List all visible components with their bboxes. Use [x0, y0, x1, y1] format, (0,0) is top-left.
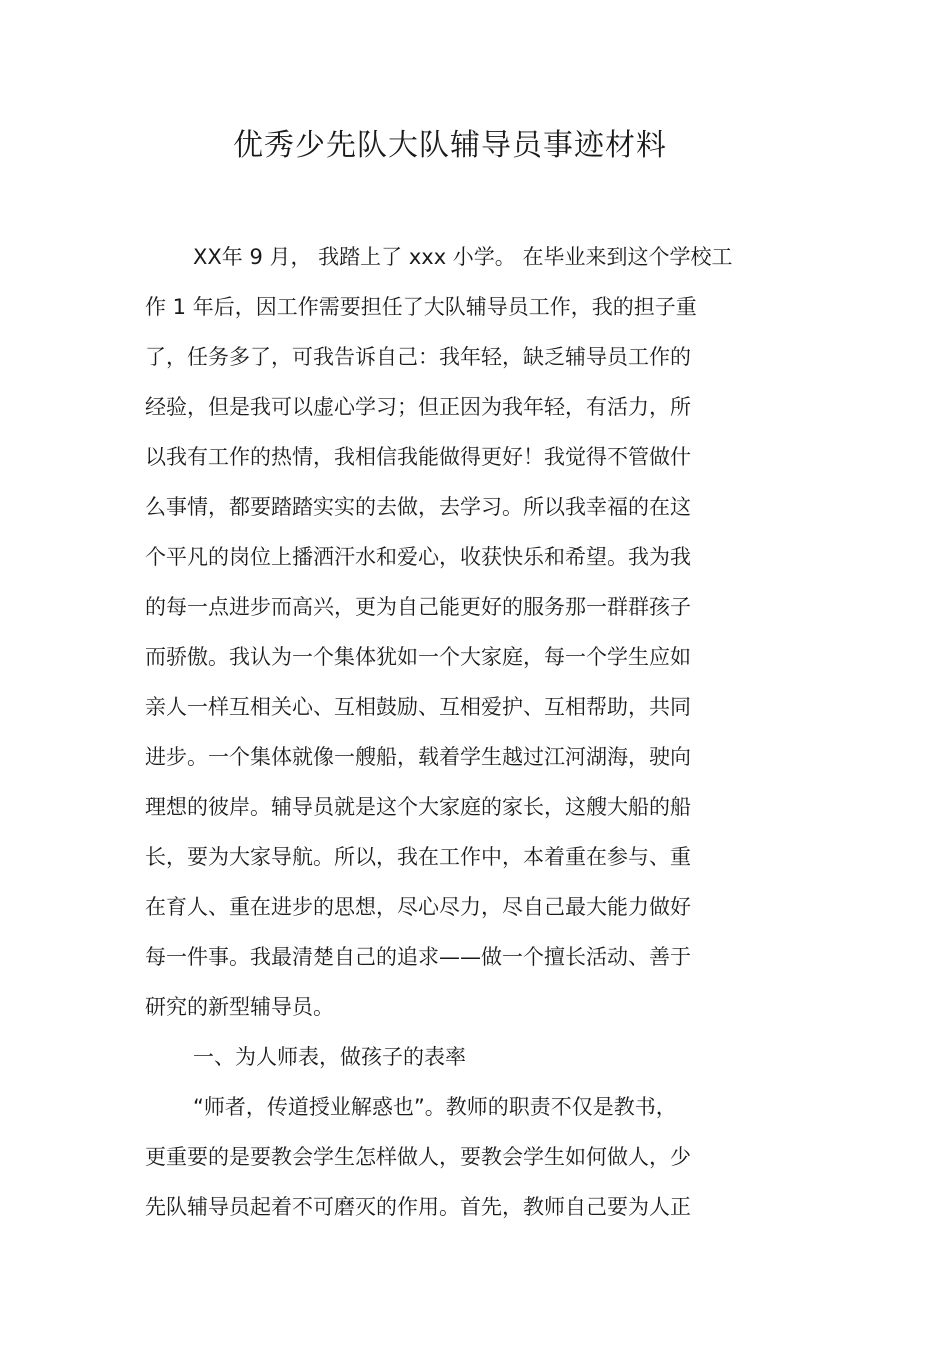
paragraph-line: 在育人、重在进步的思想，尽心尽力，尽自己最大能力做好: [145, 895, 691, 919]
paragraph-line: 长，要为大家导航。所以，我在工作中，本着重在参与、重: [145, 845, 691, 869]
paragraph-line: 亲人一样互相关心、互相鼓励、互相爱护、互相帮助，共同: [145, 695, 691, 719]
paragraph-line: 更重要的是要教会学生怎样做人，要教会学生如何做人，少: [145, 1145, 691, 1169]
paragraph-line: 研究的新型辅导员。: [145, 995, 334, 1019]
paragraph-line: XX年 9 月， 我踏上了 xxx 小学。 在毕业来到这个学校工: [193, 245, 733, 269]
paragraph-line: 作 1 年后，因工作需要担任了大队辅导员工作，我的担子重: [145, 295, 697, 319]
paragraph-line: 以我有工作的热情，我相信我能做得更好！我觉得不管做什: [145, 445, 691, 469]
paragraph-line: 进步。一个集体就像一艘船，载着学生越过江河湖海，驶向: [145, 745, 691, 769]
paragraph-line: 么事情，都要踏踏实实的去做，去学习。所以我幸福的在这: [145, 495, 691, 519]
paragraph-line: 经验，但是我可以虚心学习；但正因为我年轻，有活力，所: [145, 395, 691, 419]
paragraph-line: “师者，传道授业解惑也”。教师的职责不仅是教书，: [193, 1095, 677, 1119]
document-body: [145, 232, 805, 1232]
paragraph-line: 了，任务多了，可我告诉自己：我年轻，缺乏辅导员工作的: [145, 345, 691, 369]
paragraph-line: 先队辅导员起着不可磨灭的作用。首先，教师自己要为人正: [145, 1195, 691, 1219]
paragraph-line: 个平凡的岗位上播洒汗水和爱心，收获快乐和希望。我为我: [145, 545, 691, 569]
section-heading: 一、为人师表，做孩子的表率: [193, 1045, 466, 1069]
paragraph-line: 理想的彼岸。辅导员就是这个大家庭的家长，这艘大船的船: [145, 795, 691, 819]
document-title: 优秀少先队大队辅导员事迹材料: [233, 128, 667, 163]
paragraph-line: 每一件事。我最清楚自己的追求——做一个擅长活动、善于: [145, 945, 691, 969]
paragraph-line: 的每一点进步而高兴，更为自己能更好的服务那一群群孩子: [145, 595, 691, 619]
paragraph-line: 而骄傲。我认为一个集体犹如一个大家庭，每一个学生应如: [145, 645, 691, 669]
